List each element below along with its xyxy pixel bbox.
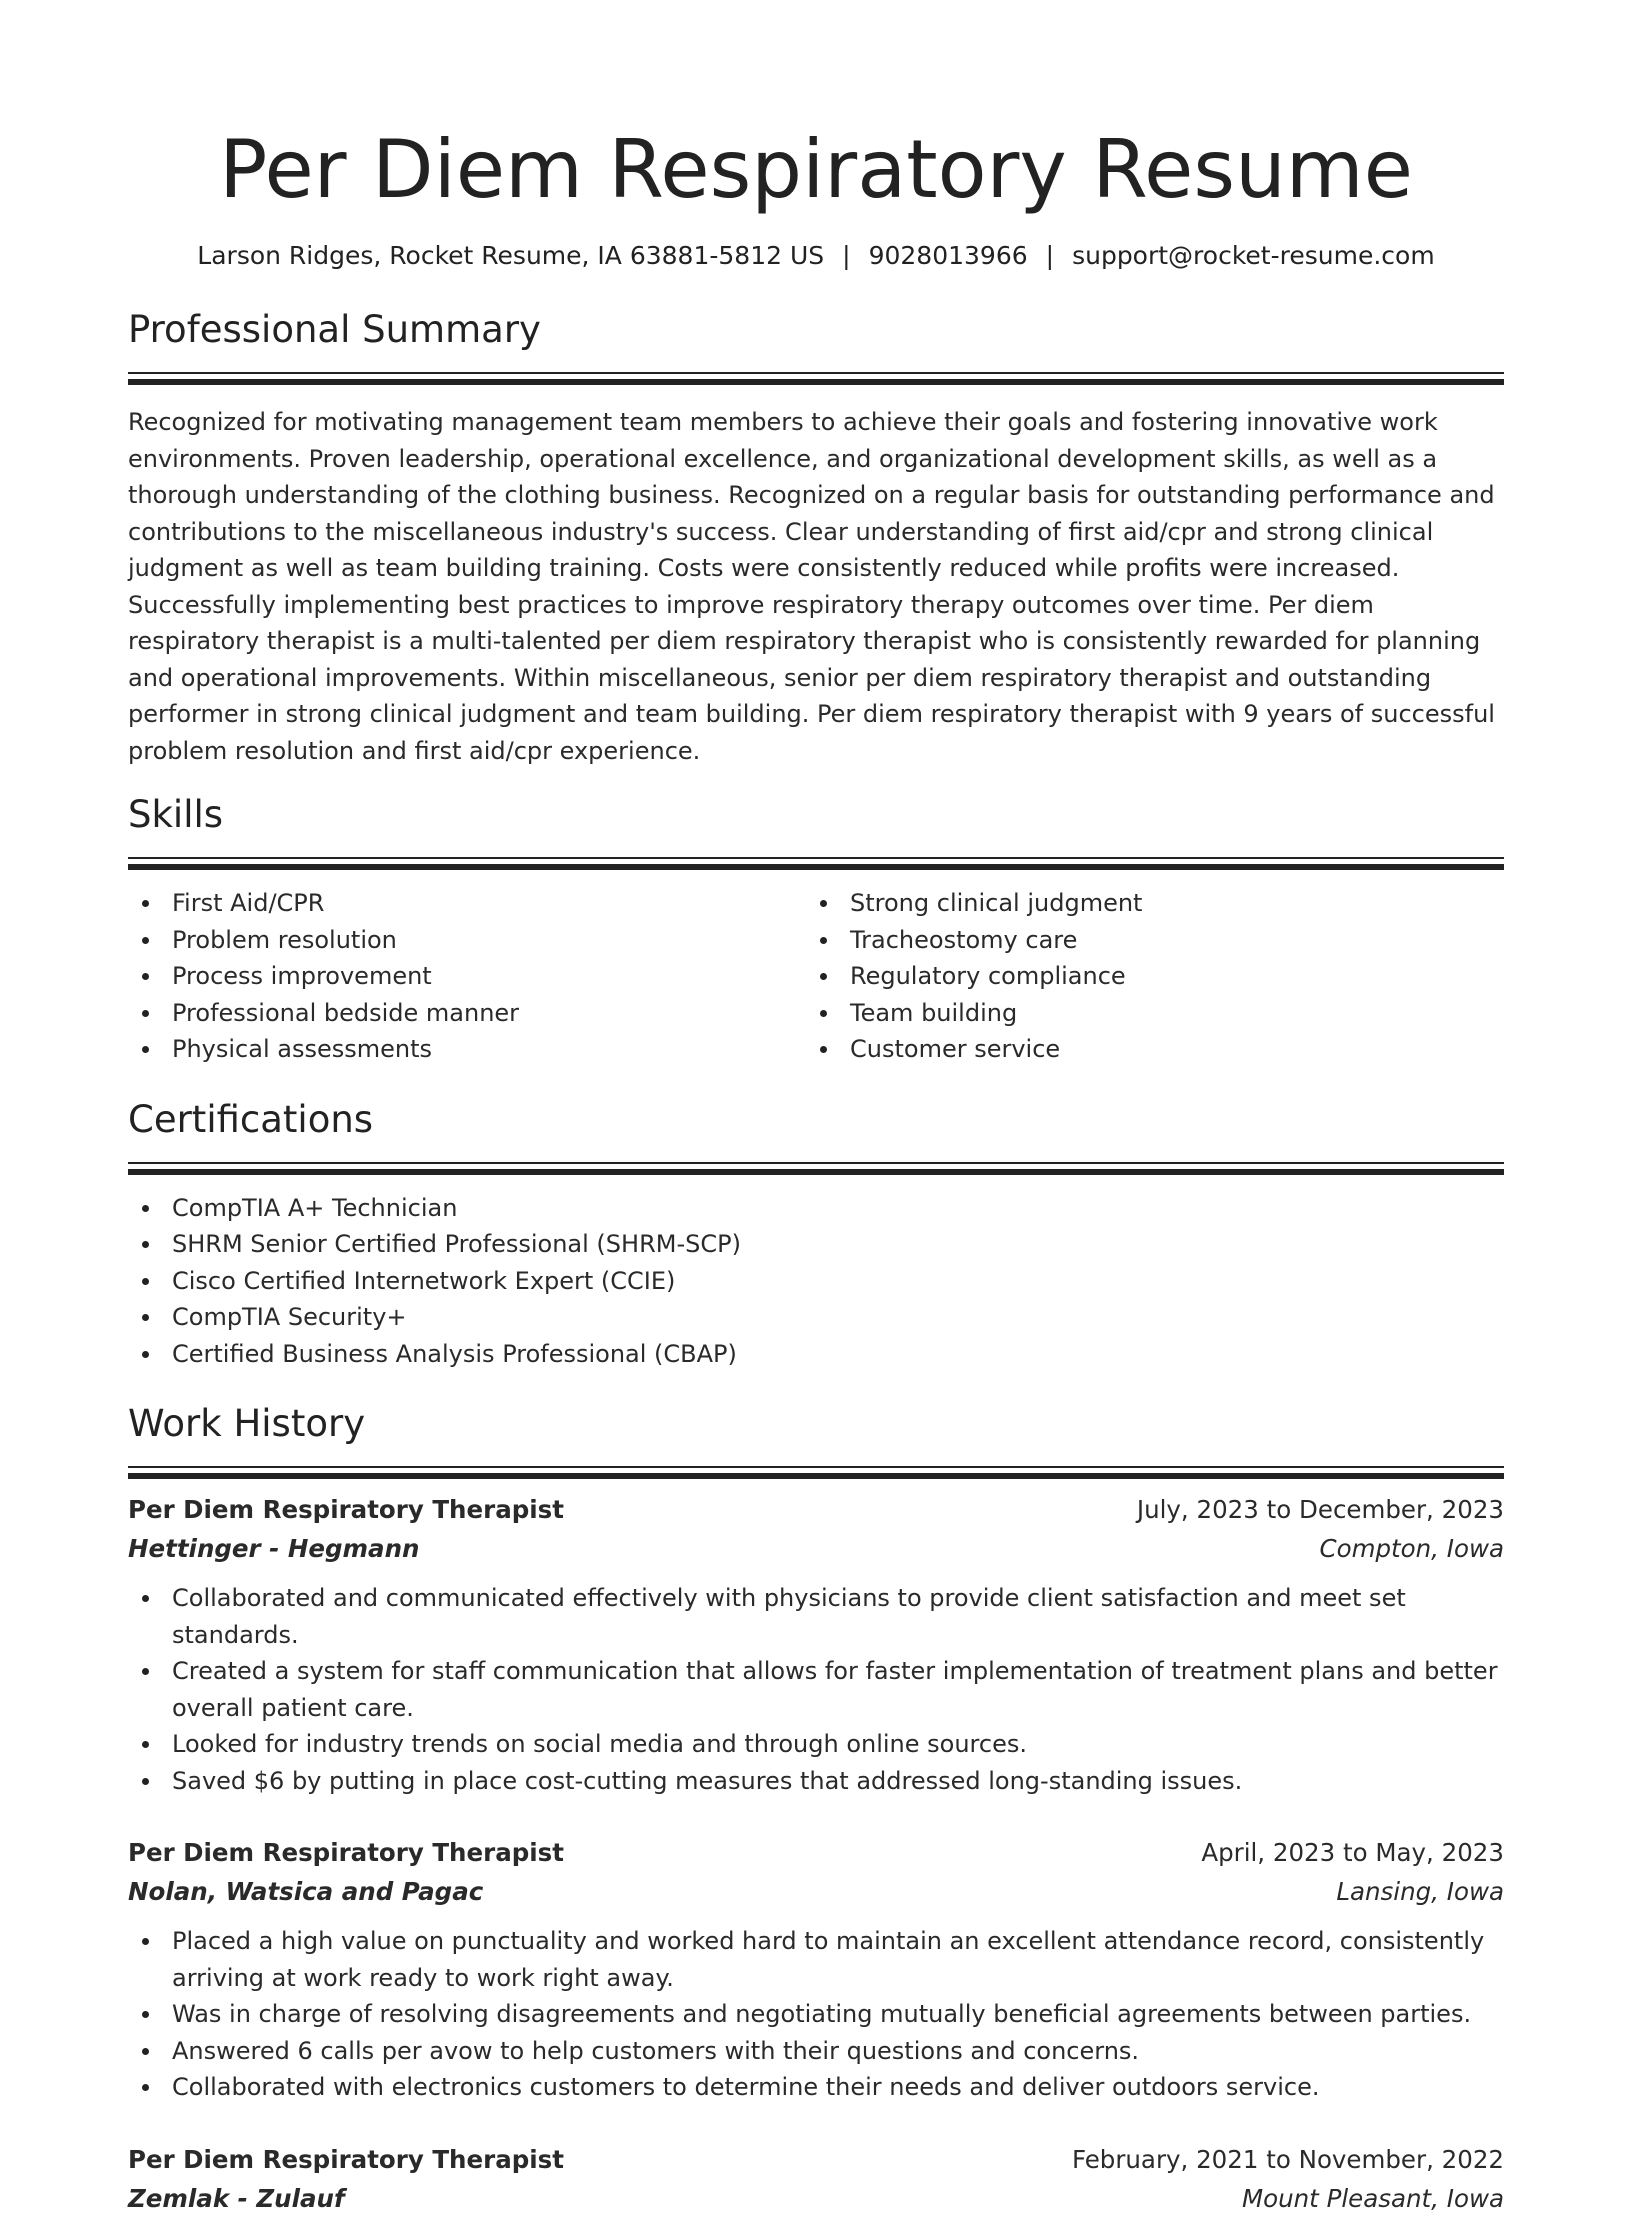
certification-item: CompTIA Security+ <box>128 1299 1504 1336</box>
job-header-row <box>128 1833 1504 1872</box>
skill-item: Strong clinical judgment <box>806 885 1484 922</box>
contact-address: Larson Ridges, Rocket Resume, IA 63881-5812 US <box>197 241 825 270</box>
contact-line <box>128 238 1504 274</box>
job-entry <box>128 1833 1504 2106</box>
job-bullets <box>128 1923 1504 2106</box>
skill-item: Professional bedside manner <box>128 995 806 1032</box>
job-dates: April, 2023 to May, 2023 <box>1201 1838 1504 1867</box>
section-title-summary: Professional Summary <box>128 308 541 351</box>
section-divider <box>128 1466 1504 1476</box>
resume-page <box>128 0 1504 2218</box>
job-bullets <box>128 1580 1504 1799</box>
certifications-section <box>128 1096 1504 1373</box>
skill-item: Team building <box>806 995 1484 1032</box>
contact-separator: | <box>842 241 851 270</box>
job-subheader-row <box>128 2179 1504 2218</box>
job-location: Mount Pleasant, Iowa <box>1242 2183 1504 2213</box>
skill-item: Tracheostomy care <box>806 922 1484 959</box>
job-subheader-row <box>128 1529 1504 1568</box>
skills-list-left <box>128 885 806 1068</box>
skills-grid <box>128 885 1504 1068</box>
certification-item: Certified Business Analysis Professional (CBAP) <box>128 1336 1504 1373</box>
certification-item: Cisco Certified Internetwork Expert (CCIE) <box>128 1263 1504 1300</box>
certifications-list <box>128 1190 1504 1373</box>
work-history-section <box>128 1400 1504 2218</box>
contact-email[interactable]: support@rocket-resume.com <box>1072 241 1435 270</box>
job-title: Per Diem Respiratory Therapist <box>128 1495 564 1524</box>
job-bullet: Looked for industry trends on social media and through online sources. <box>128 1726 1504 1763</box>
job-dates: July, 2023 to December, 2023 <box>1136 1495 1504 1524</box>
job-bullet: Answered 6 calls per avow to help customers with their questions and concerns. <box>128 2033 1504 2070</box>
skill-item: Physical assessments <box>128 1031 806 1068</box>
contact-separator: | <box>1045 241 1055 270</box>
skills-section <box>128 791 1504 1068</box>
job-company: Hettinger - Hegmann <box>128 1534 420 1563</box>
section-divider <box>128 372 1504 382</box>
job-company: Zemlak - Zulauf <box>128 2183 345 2213</box>
job-bullet: Created a system for staff communication that allows for faster implementation of treatment plans and better overall patient care. <box>128 1653 1504 1726</box>
job-company: Nolan, Watsica and Pagac <box>128 1877 484 1906</box>
job-header-row <box>128 1490 1504 1529</box>
job-title: Per Diem Respiratory Therapist <box>128 1838 564 1867</box>
section-title-work-history: Work History <box>128 1402 366 1445</box>
section-divider <box>128 1162 1504 1172</box>
job-bullet: Was in charge of resolving disagreements and negotiating mutually beneficial agreements between parties. <box>128 1996 1504 2033</box>
skill-item: First Aid/CPR <box>128 885 806 922</box>
job-title: Per Diem Respiratory Therapist <box>128 2144 564 2174</box>
job-subheader-row <box>128 1872 1504 1911</box>
skills-list-right <box>806 885 1484 1068</box>
section-divider <box>128 857 1504 867</box>
certification-item: SHRM Senior Certified Professional (SHRM-SCP) <box>128 1226 1504 1263</box>
job-location: Lansing, Iowa <box>1336 1877 1504 1906</box>
section-title-skills: Skills <box>128 793 224 836</box>
job-bullet: Placed a high value on punctuality and worked hard to maintain an excellent attendance record, consistently arriving at work ready to work right away. <box>128 1923 1504 1996</box>
job-entry <box>128 1490 1504 1799</box>
certification-item: CompTIA A+ Technician <box>128 1190 1504 1227</box>
skill-item: Process improvement <box>128 958 806 995</box>
summary-section <box>128 306 1504 769</box>
summary-text: Recognized for motivating management team members to achieve their goals and fostering innovative work environments. Proven leadership, operational excellence, and organizational development skills, as well as a thorough understanding of the clothing business. Recognized on a regular basis for outstanding performance and contributions to the miscellaneous industry's success. Clear understanding of first aid/cpr and strong clinical judgment as well as team building training. Costs were consistently reduced while profits were increased. Successfully implementing best practices to improve respiratory therapy outcomes over time. Per diem respiratory therapist is a multi-talented per diem respiratory therapist who is consistently rewarded for planning and operational improvements. Within miscellaneous, senior per diem respiratory therapist and outstanding performer in strong clinical judgment and team building. Per diem respiratory therapist with 9 years of successful problem resolution and first aid/cpr experience. <box>128 408 1495 765</box>
job-bullet: Collaborated with electronics customers to determine their needs and deliver outdoors service. <box>128 2069 1504 2106</box>
contact-phone[interactable]: 9028013966 <box>868 241 1028 270</box>
skill-item: Problem resolution <box>128 922 806 959</box>
job-location: Compton, Iowa <box>1319 1534 1504 1563</box>
skill-item: Regulatory compliance <box>806 958 1484 995</box>
section-title-certifications: Certifications <box>128 1097 374 1141</box>
job-header-row <box>128 2140 1504 2179</box>
job-dates: February, 2021 to November, 2022 <box>1071 2144 1504 2174</box>
skill-item: Customer service <box>806 1031 1484 1068</box>
resume-title: Per Diem Respiratory Resume <box>219 123 1413 216</box>
job-entry <box>128 2140 1504 2218</box>
job-bullet: Collaborated and communicated effectively with physicians to provide client satisfaction and meet set standards. <box>128 1580 1504 1653</box>
job-bullet: Saved $6 by putting in place cost-cutting measures that addressed long-standing issues. <box>128 1763 1504 1800</box>
